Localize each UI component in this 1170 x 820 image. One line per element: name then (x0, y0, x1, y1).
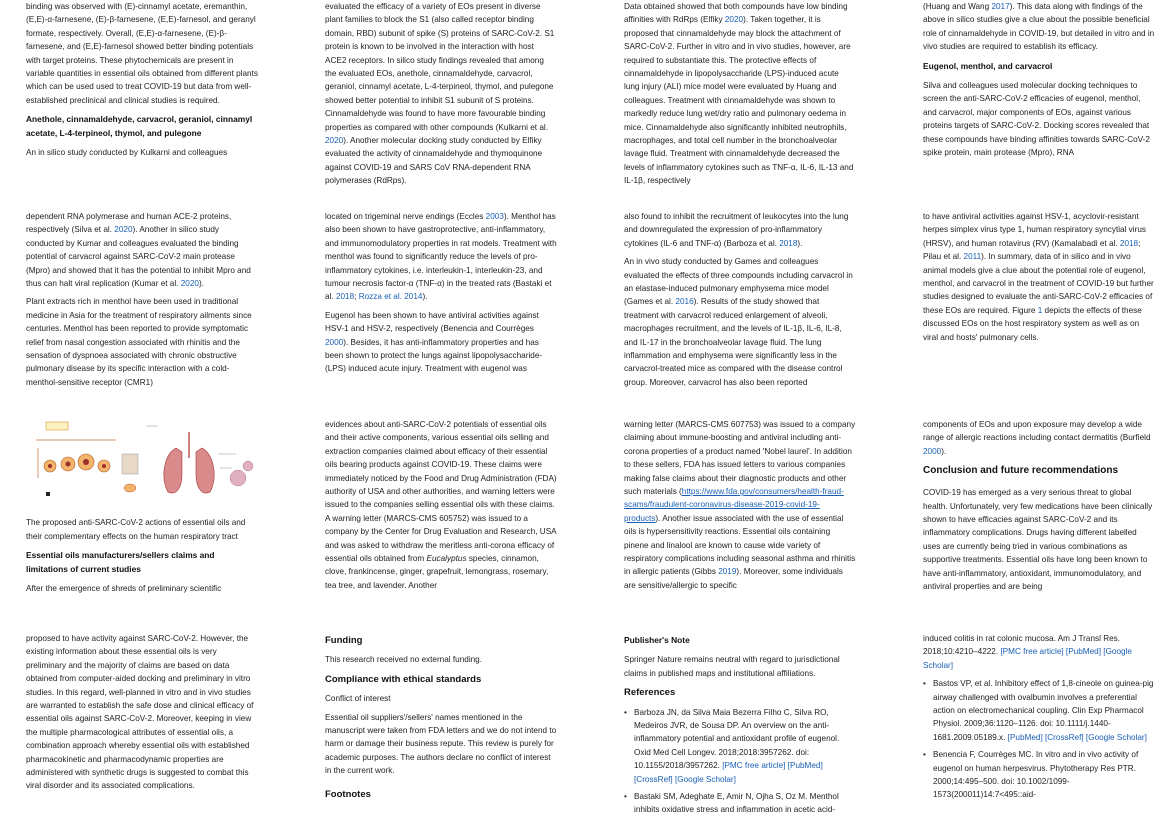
text: (Huang and Wang (923, 2, 992, 11)
text: evidences about anti-SARC-CoV-2 potentials of essential oils and their active components, various essential oils selling and extraction companies claimed about efficacy of their essential oils bearing products against COVID-19. These claims were immediately noticed by the Food and Drug Administration (FDA) authority of USA and other authorities, and warning letters were issued to the companies selling essential oils with these claims. A warning letter (MARCS-CMS 605752) was issued to a company by the Center for Drug Evaluation and Research, USA and was asked to withdraw the meritless anti-corona efficacy of essential oils obtained from (325, 420, 557, 564)
fda-url-link[interactable]: https://www.fda.gov/consumers/health-fraud-scams/fraudulent-coronavirus-disease-2019-covid-19-products (624, 487, 844, 523)
text: Data obtained showed that both compounds have low binding affinities with RdRps (Elfiky (624, 2, 848, 25)
publisher-note-heading: Publisher's Note (624, 635, 690, 645)
r3-col3 (923, 632, 1155, 820)
citation-link[interactable]: 2020 (180, 279, 199, 289)
text: ). This data along with findings of the above in silico studies give a clue about the possible beneficial role of cinnamaldehyde in COVID-19, but detailed in vitro and in vivo studies are required to establish its efficacy. (923, 2, 1155, 52)
reference-item (923, 677, 1155, 744)
paragraph: Plant extracts rich in menthol have been used in traditional medicine in Asia for the treatment of respiratory ailments since centuries. Menthol has been reported to provide symptomatic relief from nasal congestion associated with rhinitis and the sensation of dyspnoea associated with chronic obstructive pulmonary disease by its specific interaction with a cold-menthol-sensitive receptor (CMR1) (26, 297, 252, 387)
reference-text: Benencia F, Courrèges MC. In vitro and in vivo activity of eugenol on human herpesvirus. Phytotherapy Res PTR. 2000;14:495–500. doi: 10.1002/1099-1573(200011)14:7<495::aid- (933, 750, 1139, 800)
text: species, cinnamon, clove, frankincense, ginger, grapefruit, lemongrass, rosemary, tea tree, and lavender. Another (325, 554, 549, 590)
text: ; (354, 292, 359, 302)
r3-col1 (325, 632, 557, 820)
paragraph: After the emergence of shreds of preliminary scientific (26, 584, 222, 594)
r1-col0 (26, 210, 258, 390)
text: ). (198, 279, 204, 289)
r0-col0 (26, 0, 258, 190)
citation-link[interactable]: 2020 (114, 225, 133, 235)
text: located on trigeminal nerve endings (Eccles (325, 212, 486, 221)
reference-list (624, 706, 856, 817)
r3-col0 (26, 632, 258, 820)
citation-link[interactable]: Rozza et al. 2014 (358, 292, 423, 302)
reference-text: Bastos VP, et al. Inhibitory effect of 1,8-cineole on guinea-pig airway challenged with ovalbumin involves a preferential action on electromechanical coupling. Clin Exp Pharmacol Physiol. 2009;36:1120–1126. doi: 10.1111/j.1440-1681.2009.05189.x. (933, 679, 1154, 742)
text: ). Moreover, some individuals are sensitive/allergic to specific (624, 567, 843, 590)
citation-link[interactable]: 2000 (923, 446, 942, 456)
text: ). Besides, it has anti-inflammatory properties and has been shown to protect the lungs against lipopolysaccharide-(LPS) induced acute injury. Treatment with eugenol was (325, 337, 543, 374)
reference-links[interactable]: [PMC free article] [PubMed] [Google Scholar] (923, 647, 1132, 670)
r0-col2 (624, 0, 856, 190)
paragraph: An in silico study conducted by Kulkarni and colleagues (26, 148, 228, 158)
reference-list (923, 677, 1155, 802)
paragraph (325, 0, 557, 188)
reference-links[interactable]: [PubMed] [CrossRef] [Google Scholar] (1007, 732, 1147, 742)
text: evaluated the efficacy of a variety of EOs present in diverse plant families to block the S1 (also called receptor binding domain, RBD) subunit of spike (S) proteins of SARC-CoV-2. S1 protein is known to be involved in the interaction with host ACE2 receptors. In silico study findings revealed that among the evaluated EOs, anethole, cinnamaldehyde, carvacrol, geraniol, cinnamyl acetate, L-4-terpineol, thymol, and pulegone showed better potential to inhibit S1 subunit of S proteins. Cinnamaldehyde was found to have more favourable binding properties as compared with other compounds (Kulkarni et al. (325, 2, 555, 132)
r2-col3 (923, 418, 1155, 608)
text: ). Taken together, it is proposed that cinnamaldehyde may block the attachment of SARC-CoV-2. Further in vitro and in vivo studies, however, are required to substantiate this. The protective effects of cinnamaldehyde in lipopolysaccharide (LPS)-induced acute lung injury (ALI) mice model were evaluated by Huang and colleagues. Treatment with cinnamaldehyde was shown to markedly reduce lung wet/dry ratio and pulmonary oedema in mice. Cinnamaldehyde also significantly inhibited neutrophils, macrophages, and total cell number in the bronchoalveolar lavage fluid. Treatment with cinnamaldehyde decreased the levels of inflammatory cytokines such as TNF-α, IL-6, IL-13 and IL-1β, respectively (624, 15, 854, 186)
figure-caption: The proposed anti-SARC-CoV-2 actions of essential oils and their complementary effects on the human respiratory tract (26, 518, 246, 541)
text: depicts the effects of these discussed EOs on the host respiratory system as well as on viral and hosts' pulmonary cells. (923, 305, 1142, 342)
paragraph (624, 0, 856, 188)
text: ). Results of the study showed that treatment with carvacrol reduced enlargement of alveoli, macrophages recruitment, and the levels of IL-1β, IL-6, IL-8, and IL-17 in the bronchoalveolar lavage fluid. The lung inflammation and emphysema were significantly less in the carvacrol-treated mice as compared with the disease control group. Moreover, carvacrol has also been reported (624, 297, 843, 387)
figure-1-thumbnail[interactable] (26, 418, 258, 506)
reference-text: induced colitis in rat colonic mucosa. Am J Transl Res. 2018;10:4210–4222. (923, 634, 1121, 657)
citation-link[interactable]: 2016 (675, 297, 694, 307)
r1-col2 (624, 210, 856, 390)
text: An in vivo study conducted by Games and colleagues evaluated the effects of three compounds including carvacrol in an elastase-induced pulmonary emphysema mice model (Games et al. (624, 257, 853, 307)
reference-text: Bastaki SM, Adeghate E, Amir N, Ojha S, Oz M. Menthol inhibits oxidative stress and inflammation in acetic acid- (634, 792, 839, 815)
citation-link[interactable]: 2000 (325, 337, 344, 347)
text: components of EOs and upon exposure may develop a wide range of allergic reactions including contact dermatitis (Burfield (923, 420, 1151, 443)
text: warning letter (MARCS-CMS 607753) was issued to a company claiming about immune-boosting and antiviral including anti-corona properties of a product named 'Nobel laurel'. In addition to these sellers, FDA has issued letters to various companies making false claims about their diagnostic products and other such materials ( (624, 420, 856, 497)
reference-continuation (923, 632, 1155, 672)
paragraph (624, 210, 856, 250)
text: ). Another in silico study conducted by Kumar and colleagues evaluated the binding potential of carvacrol against SARC-CoV-2 main protease (Mpro) and showed that it has the potential to inhibit Mpro and thus can halt viral replication (Kumar et al. (26, 225, 251, 289)
paragraph: binding was observed with (E)-cinnamyl acetate, eremanthin, (E,E)-α-farnesene, (E)-β-farnesene, (E,E)-farnesol, and geranyl formate, respectively. Overall, (E,E)-α-farnesene, (E)-β-farnesene, and (E,E)-farnesol showed better binding potentials with target proteins. These phytochemicals are present in variable quantities in essential oils obtained from different plants which can be used used to treat COVID-19 but data from well-established preclinical and clinical studies is required. (26, 2, 258, 105)
r2-col1 (325, 418, 557, 608)
paragraph: Essential oil suppliers'/sellers' names mentioned in the manuscript were taken from FDA letters and we do not intend to harm or damage their business repute. This review is purely for academic purposes. The authors declare no conflict of interest in the current work. (325, 712, 557, 776)
paragraph (325, 309, 557, 376)
text: to have antiviral activities against HSV-1, acyclovir-resistant herpes simplex virus type 1, human respiratory syncytial virus (HRSV), and human rotavirus (RV) (Kamalabadi et al. (923, 212, 1146, 248)
citation-link[interactable]: 2019 (718, 567, 737, 577)
paragraph (325, 210, 557, 304)
reference-text: Barboza JN, da Silva Maia Bezerra Filho C, Silva RO, Medeiros JVR, de Sousa DP. An overview on the anti-inflammatory potential and antioxidant profile of eugenol. Oxid Med Cell Longev. 2018;2018:3957262. doi: 10.1155/2018/3957262. (634, 707, 840, 771)
text: also found to inhibit the recruitment of leukocytes into the lung and downregulated the expression of pro-inflammatory cytokines (IL-6 and TNF-α) (Barboza et al. (624, 212, 849, 248)
r3-col2 (624, 632, 856, 820)
text: ). Another molecular docking study conducted by Elfiky evaluated the activity of cinnamaldehyde and thymoquinone against COVID-19 and SARS CoV RNA-dependent RNA polymerases (RdRps). (325, 136, 543, 186)
citation-link[interactable]: 2018 (335, 292, 355, 302)
section-heading: Anethole, cinnamaldehyde, carvacrol, geraniol, cinnamyl acetate, L-4-terpineol, thymol, and pulegone (26, 114, 253, 138)
figure-link[interactable]: 1 (1037, 305, 1043, 315)
paragraph (923, 210, 1155, 344)
text: ). (797, 238, 803, 248)
citation-link[interactable]: 2003 (485, 212, 504, 221)
r0-col1 (325, 0, 557, 190)
text: ; Pilau et al. (923, 238, 1141, 262)
species-name: Eucalyptus (426, 554, 467, 564)
citation-link[interactable]: 2020 (724, 15, 744, 25)
reference-item (923, 748, 1155, 802)
paragraph: This research received no external funding. (325, 655, 483, 665)
section-heading: Essential oils manufacturers/sellers claims and limitations of current studies (26, 550, 215, 574)
paragraph (624, 255, 856, 389)
text: ). (422, 292, 428, 302)
paragraph: Silva and colleagues used molecular docking techniques to screen the anti-SARC-CoV-2 efficacies of eugenol, menthol, and carvacrol, major components of EOs, against various proteins targets of SARC-CoV-2. Docking scores revealed that these compounds have binding affinities towards SARC-CoV-2 spike protein, main protease (Mpro), RNA (923, 81, 1150, 158)
r0-col3 (923, 0, 1155, 190)
r1-col1 (325, 210, 557, 390)
paragraph (325, 418, 557, 592)
section-heading: Eugenol, menthol, and carvacrol (923, 60, 1053, 71)
funding-heading: Funding (325, 635, 363, 646)
reference-links[interactable]: [PMC free article] [PubMed] [CrossRef] [Google Scholar] (634, 761, 823, 784)
paragraph: Conflict of interest (325, 694, 391, 704)
references-heading: References (624, 687, 676, 699)
footnotes-heading: Footnotes (325, 788, 371, 800)
paragraph (624, 418, 856, 592)
text: ). (941, 446, 947, 456)
text: ). Menthol has also been shown to have gastroprotective, anti-inflammatory, and immunomodulatory properties in rat models. Treatment with menthol was found to significantly reduce the levels of pro-inflammatory cytokines, i.e. interleukin-1, interleukin-23, and tumour necrosis factor-α (TNF-α) in the treated rats (Bastaki et al. (325, 212, 557, 302)
text: ). In summary, data of in silico and in vivo animal models give a clue about the potential role of eugenol, menthol, and carvacrol in the treatment of COVID-19 but further studies designed to evaluate the anti-SARC-CoV-2 efficacies of these EOs are required. Figure (923, 252, 1154, 315)
r2-col0 (26, 418, 258, 608)
paragraph (26, 210, 258, 290)
r2-col2 (624, 418, 856, 608)
citation-link[interactable]: 2018 (779, 238, 798, 248)
paragraph: COVID-19 has emerged as a very serious threat to global health. Unfortunately, very few medications have been clinically shown to have efficacies against SARC-CoV-2 and its inflammatory complications. Drugs having different labelled uses are currently being tried in various combinations as supportive treatments. Essential oils have long been known to have anti-inflammatory, antioxidant, immunomodulatory, and antiviral properties and are being (923, 488, 1153, 592)
r1-col3 (923, 210, 1155, 390)
paragraph (923, 0, 1155, 54)
text: Eugenol has been shown to have antiviral activities against HSV-1 and HSV-2, respectively (Benencia and Courrèges (325, 310, 539, 334)
citation-link[interactable]: 2011 (963, 252, 982, 262)
paragraph: Springer Nature remains neutral with regard to jurisdictional claims in published maps and institutional affiliations. (624, 655, 840, 678)
paragraph: proposed to have activity against SARC-CoV-2. However, the existing information about these essential oils is very preliminary and the majority of claims are based on data obtained from computer-aided docking and preliminary in vitro studies. In this regard, well-planned in vitro and in vivo studies are warranted to establish the safe dose and clinical efficacy of essential oils against SARC-CoV-2. Moreover, keeping in view the multiple pharmacological attributes of essential oils, a combination approach whereby essential oils with established pharmacokinetic and pharmacodynamic properties are administered with synthetic drugs is suggested to combat this viral disorder and its associated complications. (26, 634, 254, 791)
citation-link[interactable]: 2018 (1119, 238, 1139, 248)
section-heading: Conclusion and future recommendations (923, 465, 1119, 477)
citation-link[interactable]: 2020 (325, 136, 344, 146)
reference-item (624, 706, 856, 786)
text: dependent RNA polymerase and human ACE-2 proteins, respectively (Silva et al. (26, 212, 232, 235)
text: ). Another issue associated with the use of essential oils is hypersensitivity reactions. Essential oils containing pinene and linalool are known to cause wide variety of respiratory complications including seasonal asthma and rhinitis in allergic patients (Gibbs (624, 513, 856, 577)
paragraph (923, 418, 1155, 458)
compliance-heading: Compliance with ethical standards (325, 673, 482, 685)
reference-item (624, 790, 856, 817)
citation-link[interactable]: 2017 (991, 2, 1010, 11)
